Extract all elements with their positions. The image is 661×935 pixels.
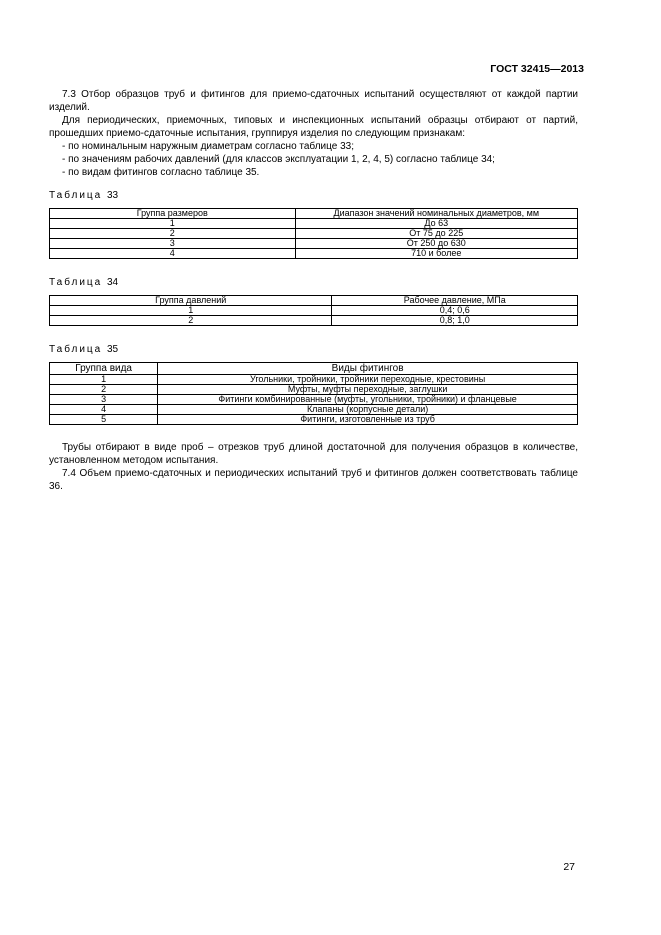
- list-item-diameters: - по номинальным наружным диаметрам согласно таблице 33;: [62, 141, 354, 152]
- table-row: [50, 249, 578, 259]
- page-content: [49, 88, 578, 493]
- table-cell: 2: [50, 385, 158, 395]
- paragraph-7-4: 7.4 Объем приемо-сдаточных и периодических испытаний труб и фитингов должен соответствовать таблице 36.: [49, 468, 578, 492]
- table-cell: 1: [50, 306, 332, 316]
- table-caption-number: 34: [107, 277, 119, 288]
- table-cell: Клапаны (корпусные детали): [158, 405, 578, 415]
- list-item-pressures: - по значениям рабочих давлений (для классов эксплуатации 1, 2, 4, 5) согласно таблице 34;: [62, 154, 495, 165]
- table-cell: 5: [50, 415, 158, 425]
- table-cell: 1: [50, 375, 158, 385]
- table-header-cell: Диапазон значений номинальных диаметров, мм: [295, 209, 577, 219]
- table-cell: 710 и более: [295, 249, 577, 259]
- table-cell: 1: [50, 219, 296, 229]
- table-row: [50, 415, 578, 425]
- table-header-row: [50, 296, 578, 306]
- table-header-cell: Группа давлений: [50, 296, 332, 306]
- table-row: [50, 316, 578, 326]
- table-cell: Фитинги, изготовленные из труб: [158, 415, 578, 425]
- paragraph-samples: Трубы отбирают в виде проб – отрезков труб длиной достаточной для получения образцов в количестве, установленном методом испытания.: [49, 442, 578, 466]
- table-row: [50, 219, 578, 229]
- table-cell: Муфты, муфты переходные, заглушки: [158, 385, 578, 395]
- table-row: [50, 239, 578, 249]
- page-number: 27: [563, 861, 575, 873]
- table-header-row: [50, 363, 578, 375]
- table-row: [50, 405, 578, 415]
- table-cell: До 63: [295, 219, 577, 229]
- table-header-row: [50, 209, 578, 219]
- table-cell: 4: [50, 405, 158, 415]
- table-33: [49, 208, 578, 259]
- table-row: [50, 306, 578, 316]
- document-code: ГОСТ 32415—2013: [490, 63, 584, 75]
- table-cell: От 75 до 225: [295, 229, 577, 239]
- table-caption-word: Таблица: [49, 190, 103, 201]
- table-caption-number: 35: [107, 344, 119, 355]
- table-cell: От 250 до 630: [295, 239, 577, 249]
- table-35-caption: [49, 343, 578, 356]
- table-header-cell: Виды фитингов: [158, 363, 578, 375]
- paragraph-periodic-tests: Для периодических, приемочных, типовых и инспекционных испытаний образцы отбирают от партий, прошедших приемо-сдаточные испытания, группируя изделия по следующим признакам:: [49, 115, 578, 139]
- table-header-cell: Группа размеров: [50, 209, 296, 219]
- table-row: [50, 395, 578, 405]
- table-33-caption: [49, 189, 578, 202]
- table-cell: Угольники, тройники, тройники переходные, крестовины: [158, 375, 578, 385]
- table-header-cell: Группа вида: [50, 363, 158, 375]
- table-cell: 2: [50, 229, 296, 239]
- table-35: [49, 362, 578, 425]
- table-cell: 3: [50, 239, 296, 249]
- table-cell: 0,4; 0,6: [332, 306, 578, 316]
- table-caption-word: Таблица: [49, 344, 103, 355]
- table-cell: 0,8; 1,0: [332, 316, 578, 326]
- table-cell: 3: [50, 395, 158, 405]
- paragraph-7-3: 7.3 Отбор образцов труб и фитингов для приемо-сдаточных испытаний осуществляют от каждой партии изделий.: [49, 89, 578, 113]
- table-caption-word: Таблица: [49, 277, 103, 288]
- list-item-fitting-types: - по видам фитингов согласно таблице 35.: [62, 167, 260, 178]
- table-cell: 4: [50, 249, 296, 259]
- table-row: [50, 229, 578, 239]
- table-row: [50, 385, 578, 395]
- table-cell: Фитинги комбинированные (муфты, угольники, тройники) и фланцевые: [158, 395, 578, 405]
- table-header-cell: Рабочее давление, МПа: [332, 296, 578, 306]
- table-34: [49, 295, 578, 326]
- table-caption-number: 33: [107, 190, 119, 201]
- table-row: [50, 375, 578, 385]
- table-34-caption: [49, 276, 578, 289]
- table-cell: 2: [50, 316, 332, 326]
